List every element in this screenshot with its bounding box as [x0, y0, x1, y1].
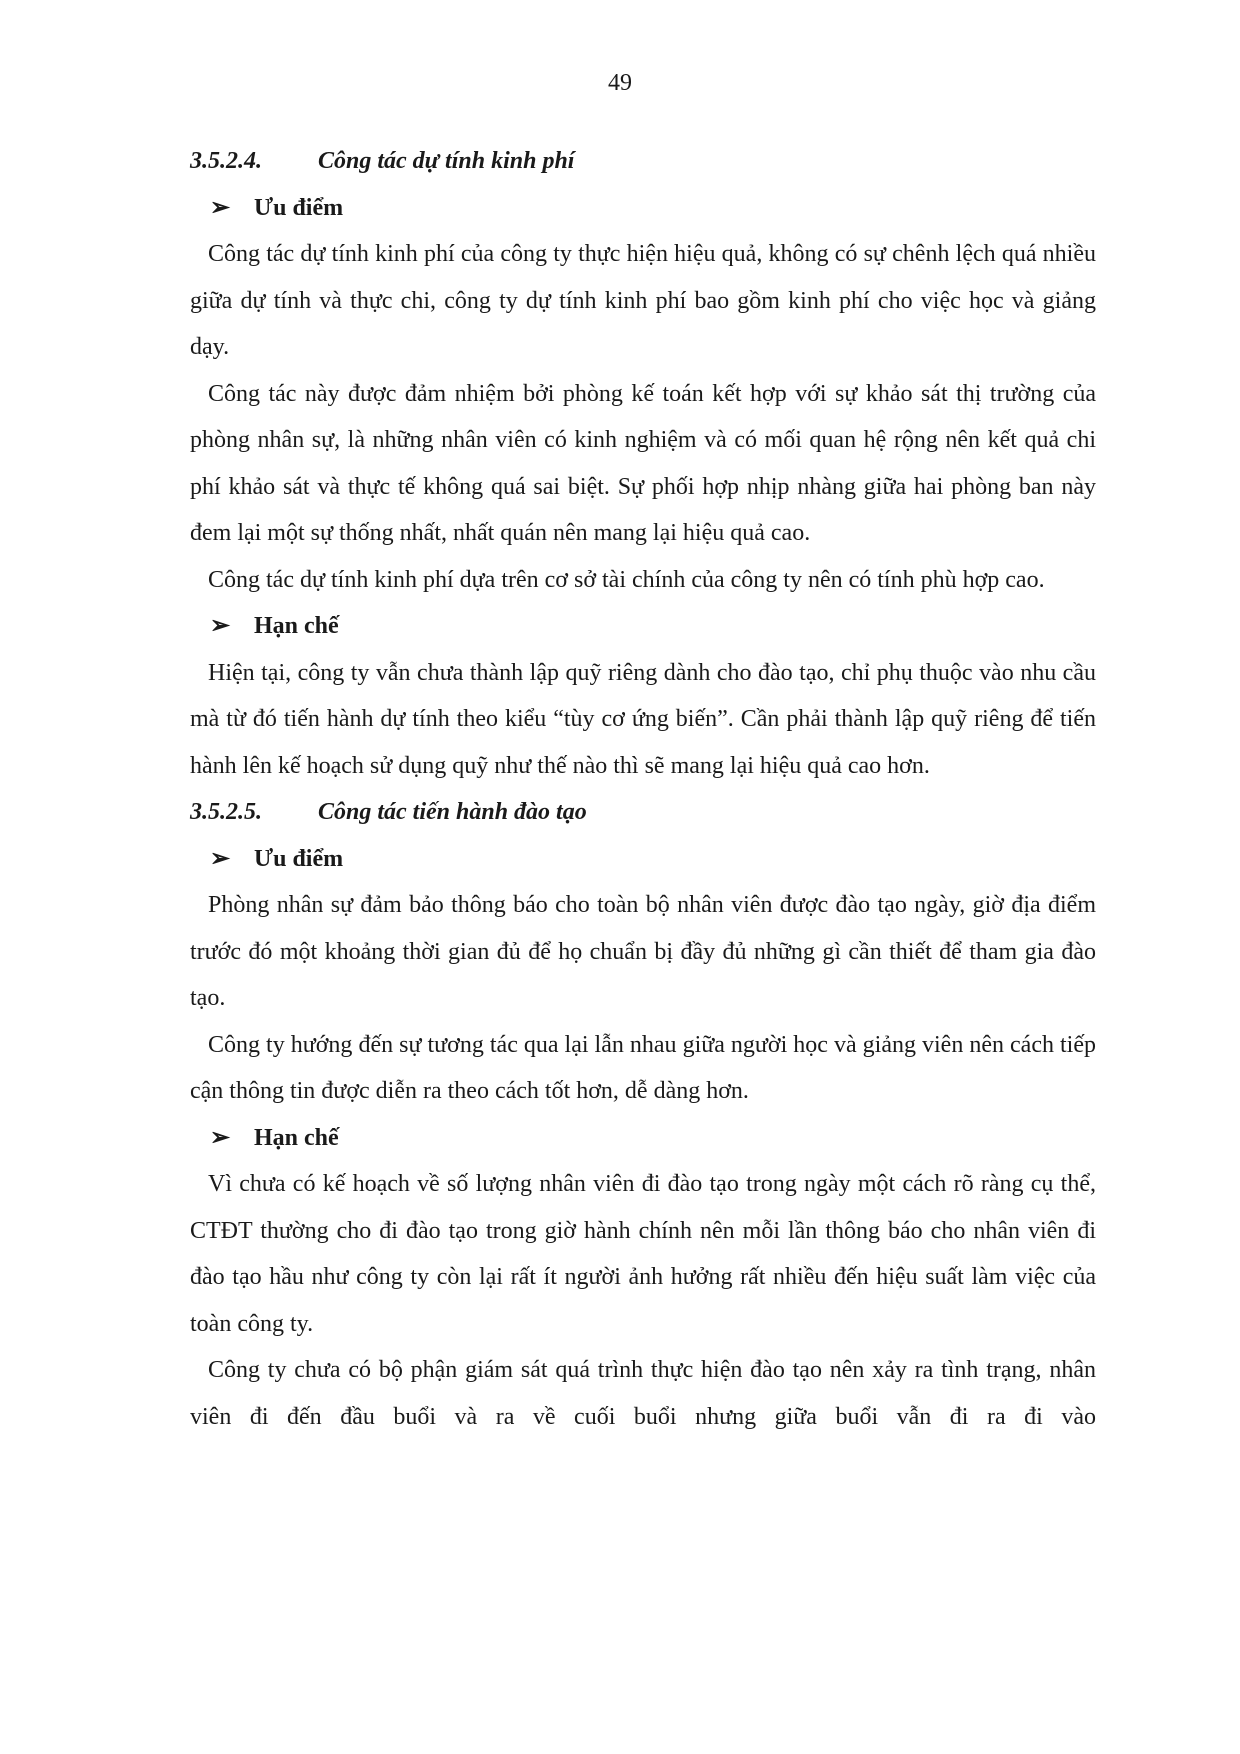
paragraph: Công tác dự tính kinh phí dựa trên cơ sở tài chính của công ty nên có tính phù hợp cao.: [208, 566, 1045, 593]
page-number: 49: [608, 70, 632, 96]
arrow-bullet-icon: ➢: [210, 845, 231, 872]
section-heading: [190, 138, 1096, 185]
section-heading: [190, 789, 1096, 836]
subsection-label: Hạn chế: [254, 1124, 339, 1151]
subsection-label: Ưu điểm: [254, 194, 344, 221]
subsection-heading: [190, 185, 1096, 232]
paragraph: Công tác này được đảm nhiệm bởi phòng kế toán kết hợp với sự khảo sát thị trường của phòng nhân sự, là những nhân viên có kinh nghiệm và có mối quan hệ rộng nên kết quả chi phí khảo sát và thực tế không quá sai biệt. Sự phối hợp nhịp nhàng giữa hai phòng ban này đem lại một sự thống nhất, nhất quán nên mang lại hiệu quả cao.: [190, 380, 1096, 546]
subsection-label: Hạn chế: [254, 613, 339, 639]
paragraph: Công ty hướng đến sự tương tác qua lại lẫn nhau giữa người học và giảng viên nên cách tiếp cận thông tin được diễn ra theo cách tốt hơn, dễ dàng hơn.: [190, 1031, 1096, 1104]
section-title: Công tác dự tính kinh phí: [318, 148, 575, 174]
arrow-bullet-icon: ➢: [210, 1124, 231, 1151]
paragraph: Phòng nhân sự đảm bảo thông báo cho toàn bộ nhân viên được đào tạo ngày, giờ địa điểm trước đó một khoảng thời gian đủ để họ chuẩn bị đầy đủ những gì cần thiết để tham gia đào tạo.: [190, 892, 1096, 1011]
paragraph: Công ty chưa có bộ phận giám sát quá trình thực hiện đào tạo nên xảy ra tình trạng, nhân viên đi đến đầu buổi và ra về cuối buổi nhưng giữa buổi vẫn đi ra đi vào: [190, 1357, 1096, 1430]
arrow-bullet-icon: ➢: [210, 613, 231, 639]
section-number: 3.5.2.5.: [190, 799, 262, 825]
page-content: [190, 138, 1096, 1440]
subsection-heading: [190, 1115, 1096, 1162]
paragraph: Công tác dự tính kinh phí của công ty thực hiện hiệu quả, không có sự chênh lệch quá nhiều giữa dự tính và thực chi, công ty dự tính kinh phí bao gồm kinh phí cho việc học và giảng dạy.: [190, 241, 1096, 360]
subsection-label: Ưu điểm: [254, 845, 344, 872]
subsection-heading: [190, 836, 1096, 883]
section-number: 3.5.2.4.: [190, 148, 262, 174]
section-title: Công tác tiến hành đào tạo: [318, 799, 587, 825]
arrow-bullet-icon: ➢: [210, 194, 231, 221]
subsection-heading: [190, 603, 1096, 650]
paragraph: Hiện tại, công ty vẫn chưa thành lập quỹ riêng dành cho đào tạo, chỉ phụ thuộc vào nhu cầu mà từ đó tiến hành dự tính theo kiểu “tùy cơ ứng biến”. Cần phải thành lập quỹ riêng để tiến hành lên kế hoạch sử dụng quỹ như thế nào thì sẽ mang lại hiệu quả cao hơn.: [190, 659, 1096, 779]
paragraph: Vì chưa có kế hoạch về số lượng nhân viên đi đào tạo trong ngày một cách rõ ràng cụ thể, CTĐT thường cho đi đào tạo trong giờ hành chính nên mỗi lần thông báo cho nhân viên đi đào tạo hầu như công ty còn lại rất ít người ảnh hưởng rất nhiều đến hiệu suất làm việc của toàn công ty.: [190, 1171, 1096, 1337]
